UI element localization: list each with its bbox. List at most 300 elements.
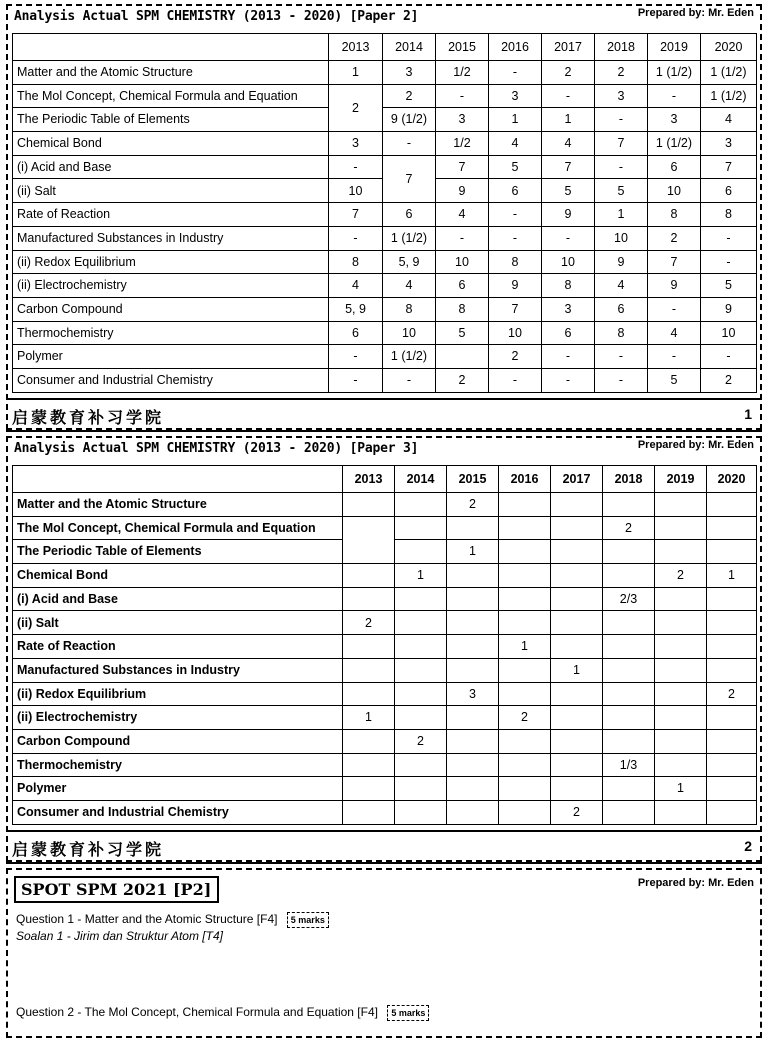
value-cell [603,493,655,517]
year-header: 2013 [329,34,383,61]
value-cell: 6 [383,203,436,227]
value-cell: 3 [542,297,595,321]
paper3-footer [6,830,762,864]
value-cell [499,800,551,824]
topic-cell: Polymer [13,777,343,801]
topic-cell: Chemical Bond [13,564,343,588]
value-cell: 5, 9 [383,250,436,274]
topic-cell: Thermochemistry [13,753,343,777]
value-cell: 2 [707,682,757,706]
topic-cell: Carbon Compound [13,729,343,753]
value-cell: 1 [447,540,499,564]
table-row [13,108,757,132]
value-cell [707,800,757,824]
table-row [13,611,757,635]
value-cell [343,587,395,611]
value-cell: 4 [329,274,383,298]
topic-cell: Matter and the Atomic Structure [13,61,329,85]
value-cell: 9 [542,203,595,227]
institute-name: 启蒙教育补习学院 [12,840,165,859]
value-cell [551,635,603,659]
corner-cell [13,34,329,61]
value-cell: 1 [655,777,707,801]
value-cell: 2 [489,345,542,369]
value-cell [603,706,655,730]
table-row [13,132,757,156]
table-row [13,250,757,274]
year-header: 2015 [447,466,499,493]
value-cell: 10 [542,250,595,274]
value-cell [707,635,757,659]
value-cell: 2 [701,368,757,392]
table-row [13,61,757,85]
value-cell [707,493,757,517]
value-cell [499,611,551,635]
value-cell: 6 [542,321,595,345]
value-cell: 1 (1/2) [648,61,701,85]
table-row [13,587,757,611]
question-1-label: Question 1 - Matter and the Atomic Structure [F4] [16,912,278,927]
value-cell [447,516,499,540]
value-cell: 8 [701,203,757,227]
institute-name: 启蒙教育补习学院 [12,408,165,427]
value-cell: 10 [329,179,383,203]
value-cell: 4 [648,321,701,345]
value-cell: 2 [395,729,447,753]
value-cell: 3 [648,108,701,132]
value-cell: 9 [648,274,701,298]
spot-section [6,868,762,1038]
value-cell [395,658,447,682]
value-cell: - [595,368,648,392]
table-row [13,226,757,250]
value-cell [395,753,447,777]
paper2-title: Analysis Actual SPM CHEMISTRY (2013 - 2020) [Paper 2] [14,9,419,24]
value-cell [655,493,707,517]
value-cell: 8 [489,250,542,274]
value-cell: 4 [383,274,436,298]
page-number: 1 [744,406,752,422]
value-cell: 4 [436,203,489,227]
topic-cell: Thermochemistry [13,321,329,345]
value-cell: - [329,226,383,250]
value-cell: - [648,345,701,369]
topic-cell: (ii) Electrochemistry [13,274,329,298]
value-cell: 5 [436,321,489,345]
value-cell [499,493,551,517]
value-cell [343,658,395,682]
year-header: 2014 [383,34,436,61]
value-cell: 2 [329,84,383,131]
topic-cell: (i) Acid and Base [13,587,343,611]
value-cell [551,706,603,730]
value-cell: 2 [595,61,648,85]
value-cell [551,777,603,801]
value-cell: 6 [489,179,542,203]
topic-cell: Chemical Bond [13,132,329,156]
topic-cell: Rate of Reaction [13,635,343,659]
value-cell: 7 [329,203,383,227]
table-row [13,155,757,179]
value-cell: 9 [436,179,489,203]
value-cell [603,682,655,706]
value-cell [655,658,707,682]
value-cell [395,587,447,611]
value-cell [499,540,551,564]
value-cell [499,564,551,588]
value-cell: 1 (1/2) [648,132,701,156]
topic-cell: The Periodic Table of Elements [13,108,329,132]
value-cell: 6 [648,155,701,179]
value-cell: - [542,84,595,108]
value-cell: - [542,368,595,392]
value-cell: 1 [489,108,542,132]
year-header: 2020 [701,34,757,61]
value-cell: 9 [489,274,542,298]
value-cell: 6 [329,321,383,345]
table-row [13,368,757,392]
value-cell: 1 [595,203,648,227]
topic-cell: (ii) Salt [13,611,343,635]
value-cell [603,611,655,635]
table-row [13,84,757,108]
table-row [13,297,757,321]
topic-cell: Consumer and Industrial Chemistry [13,800,343,824]
value-cell: 7 [436,155,489,179]
paper3-title: Analysis Actual SPM CHEMISTRY (2013 - 2020) [Paper 3] [14,441,419,456]
value-cell [551,753,603,777]
value-cell [551,493,603,517]
paper2-header [6,4,762,31]
value-cell [551,682,603,706]
table-row [13,753,757,777]
paper2-footer [6,398,762,432]
value-cell: 7 [648,250,701,274]
value-cell: 10 [595,226,648,250]
value-cell [395,706,447,730]
table-row [13,682,757,706]
value-cell: 3 [447,682,499,706]
paper2-section [6,4,762,430]
question-1 [16,912,329,928]
value-cell: 9 [595,250,648,274]
value-cell: - [383,368,436,392]
topic-cell: Carbon Compound [13,297,329,321]
year-header: 2015 [436,34,489,61]
value-cell [343,729,395,753]
table-row [13,800,757,824]
value-cell: 10 [701,321,757,345]
value-cell: - [436,84,489,108]
value-cell [603,777,655,801]
value-cell [551,516,603,540]
value-cell: 3 [701,132,757,156]
table-row [13,345,757,369]
value-cell: 8 [648,203,701,227]
value-cell: 3 [329,132,383,156]
table-row [13,706,757,730]
value-cell: 1 [707,564,757,588]
value-cell [395,540,447,564]
value-cell: - [329,155,383,179]
year-header: 2020 [707,466,757,493]
value-cell [395,800,447,824]
value-cell [447,587,499,611]
value-cell: 5 [489,155,542,179]
value-cell: - [329,345,383,369]
value-cell [707,706,757,730]
value-cell [447,777,499,801]
value-cell [707,729,757,753]
value-cell: - [701,226,757,250]
value-cell [603,564,655,588]
header-row [13,466,757,493]
page-number: 2 [744,838,752,854]
value-cell [655,800,707,824]
value-cell: 1 [329,61,383,85]
marks-badge: 5 marks [387,1005,429,1021]
value-cell [707,753,757,777]
year-header: 2019 [655,466,707,493]
value-cell [655,587,707,611]
value-cell [447,564,499,588]
value-cell [551,729,603,753]
topic-cell: Manufactured Substances in Industry [13,658,343,682]
value-cell [655,729,707,753]
value-cell: 1 (1/2) [701,61,757,85]
table-row [13,658,757,682]
value-cell: - [436,226,489,250]
value-cell: 6 [595,297,648,321]
value-cell: 3 [383,61,436,85]
year-header: 2013 [343,466,395,493]
value-cell: 7 [383,155,436,202]
value-cell: 1 [395,564,447,588]
value-cell [707,587,757,611]
topic-cell: The Periodic Table of Elements [13,540,343,564]
value-cell: 4 [595,274,648,298]
value-cell [447,706,499,730]
header-row [13,34,757,61]
paper2-prepared-by: Prepared by: Mr. Eden [637,7,754,19]
value-cell [436,345,489,369]
value-cell: 1 [551,658,603,682]
value-cell: 3 [489,84,542,108]
value-cell [707,540,757,564]
value-cell: 10 [648,179,701,203]
value-cell: 5 [595,179,648,203]
value-cell [603,635,655,659]
topic-cell: Consumer and Industrial Chemistry [13,368,329,392]
value-cell: - [542,226,595,250]
value-cell: 3 [595,84,648,108]
value-cell [551,587,603,611]
value-cell [707,611,757,635]
value-cell: 8 [542,274,595,298]
year-header: 2018 [595,34,648,61]
value-cell: 4 [542,132,595,156]
value-cell: 2 [542,61,595,85]
value-cell: 2 [648,226,701,250]
value-cell: 4 [701,108,757,132]
value-cell [395,493,447,517]
value-cell: 9 (1/2) [383,108,436,132]
table-row [13,564,757,588]
value-cell: 5 [542,179,595,203]
value-cell: 6 [701,179,757,203]
value-cell [343,777,395,801]
year-header: 2017 [542,34,595,61]
topic-cell: Polymer [13,345,329,369]
value-cell: 8 [436,297,489,321]
spot-prepared-by: Prepared by: Mr. Eden [637,877,754,889]
table-row [13,203,757,227]
value-cell: - [489,61,542,85]
value-cell: 5 [648,368,701,392]
value-cell: 2 [447,493,499,517]
value-cell [447,729,499,753]
value-cell: 7 [701,155,757,179]
value-cell: 9 [701,297,757,321]
value-cell [343,493,395,517]
value-cell: 8 [383,297,436,321]
paper3-table [12,465,757,825]
topic-cell: (ii) Redox Equilibrium [13,250,329,274]
value-cell [603,658,655,682]
value-cell [707,516,757,540]
value-cell: 5 [701,274,757,298]
value-cell [395,777,447,801]
value-cell: 1/2 [436,61,489,85]
value-cell [395,611,447,635]
topic-cell: (i) Acid and Base [13,155,329,179]
year-header: 2017 [551,466,603,493]
corner-cell [13,466,343,493]
value-cell: 1 [343,706,395,730]
value-cell: 1/2 [436,132,489,156]
value-cell: 7 [542,155,595,179]
value-cell: 1 [499,635,551,659]
spot-title: SPOT SPM 2021 [P2] [14,876,219,903]
value-cell: 8 [329,250,383,274]
value-cell [343,564,395,588]
table-row [13,321,757,345]
value-cell: 3 [436,108,489,132]
value-cell: 5, 9 [329,297,383,321]
value-cell [343,800,395,824]
paper2-table [12,33,757,393]
value-cell: 10 [436,250,489,274]
value-cell [603,729,655,753]
value-cell [499,658,551,682]
table-row [13,777,757,801]
year-header: 2019 [648,34,701,61]
value-cell: - [595,155,648,179]
value-cell [499,753,551,777]
value-cell: - [595,108,648,132]
value-cell: 2 [343,611,395,635]
value-cell: 1 (1/2) [701,84,757,108]
value-cell [343,753,395,777]
year-header: 2016 [499,466,551,493]
value-cell: - [542,345,595,369]
value-cell: - [489,203,542,227]
question-2-label: Question 2 - The Mol Concept, Chemical Formula and Equation [F4] [16,1005,378,1020]
table-row [13,516,757,540]
value-cell: 2 [383,84,436,108]
question-1-malay: Soalan 1 - Jirim dan Struktur Atom [T4] [16,929,223,943]
topic-cell: The Mol Concept, Chemical Formula and Equation [13,516,343,540]
value-cell [499,777,551,801]
value-cell: 1/3 [603,753,655,777]
value-cell: - [648,84,701,108]
value-cell [655,753,707,777]
value-cell [551,564,603,588]
topic-cell: (ii) Salt [13,179,329,203]
value-cell: 2 [655,564,707,588]
value-cell [447,658,499,682]
value-cell: 8 [595,321,648,345]
value-cell: 2 [499,706,551,730]
value-cell [395,516,447,540]
paper3-header [6,436,762,463]
value-cell: 1 (1/2) [383,345,436,369]
value-cell: - [489,368,542,392]
value-cell: 1 (1/2) [383,226,436,250]
topic-cell: Matter and the Atomic Structure [13,493,343,517]
year-header: 2018 [603,466,655,493]
value-cell: 2 [551,800,603,824]
topic-cell: The Mol Concept, Chemical Formula and Equation [13,84,329,108]
value-cell: 7 [595,132,648,156]
value-cell [707,777,757,801]
value-cell [655,611,707,635]
value-cell [499,729,551,753]
value-cell [655,540,707,564]
value-cell [655,706,707,730]
value-cell: 10 [383,321,436,345]
value-cell [447,635,499,659]
value-cell [343,516,395,563]
topic-cell: Rate of Reaction [13,203,329,227]
value-cell [603,800,655,824]
topic-cell: (ii) Redox Equilibrium [13,682,343,706]
value-cell [499,682,551,706]
value-cell [551,611,603,635]
paper3-prepared-by: Prepared by: Mr. Eden [637,439,754,451]
value-cell [343,635,395,659]
value-cell [343,682,395,706]
value-cell: 7 [489,297,542,321]
value-cell [603,540,655,564]
table-row [13,274,757,298]
value-cell [707,658,757,682]
value-cell [655,682,707,706]
value-cell: 2 [436,368,489,392]
table-row [13,493,757,517]
value-cell: - [329,368,383,392]
marks-badge: 5 marks [287,912,329,928]
topic-cell: Manufactured Substances in Industry [13,226,329,250]
value-cell: 6 [436,274,489,298]
value-cell: 4 [489,132,542,156]
value-cell [655,516,707,540]
question-2 [16,1005,429,1021]
year-header: 2016 [489,34,542,61]
value-cell: - [595,345,648,369]
value-cell [447,753,499,777]
value-cell [499,587,551,611]
